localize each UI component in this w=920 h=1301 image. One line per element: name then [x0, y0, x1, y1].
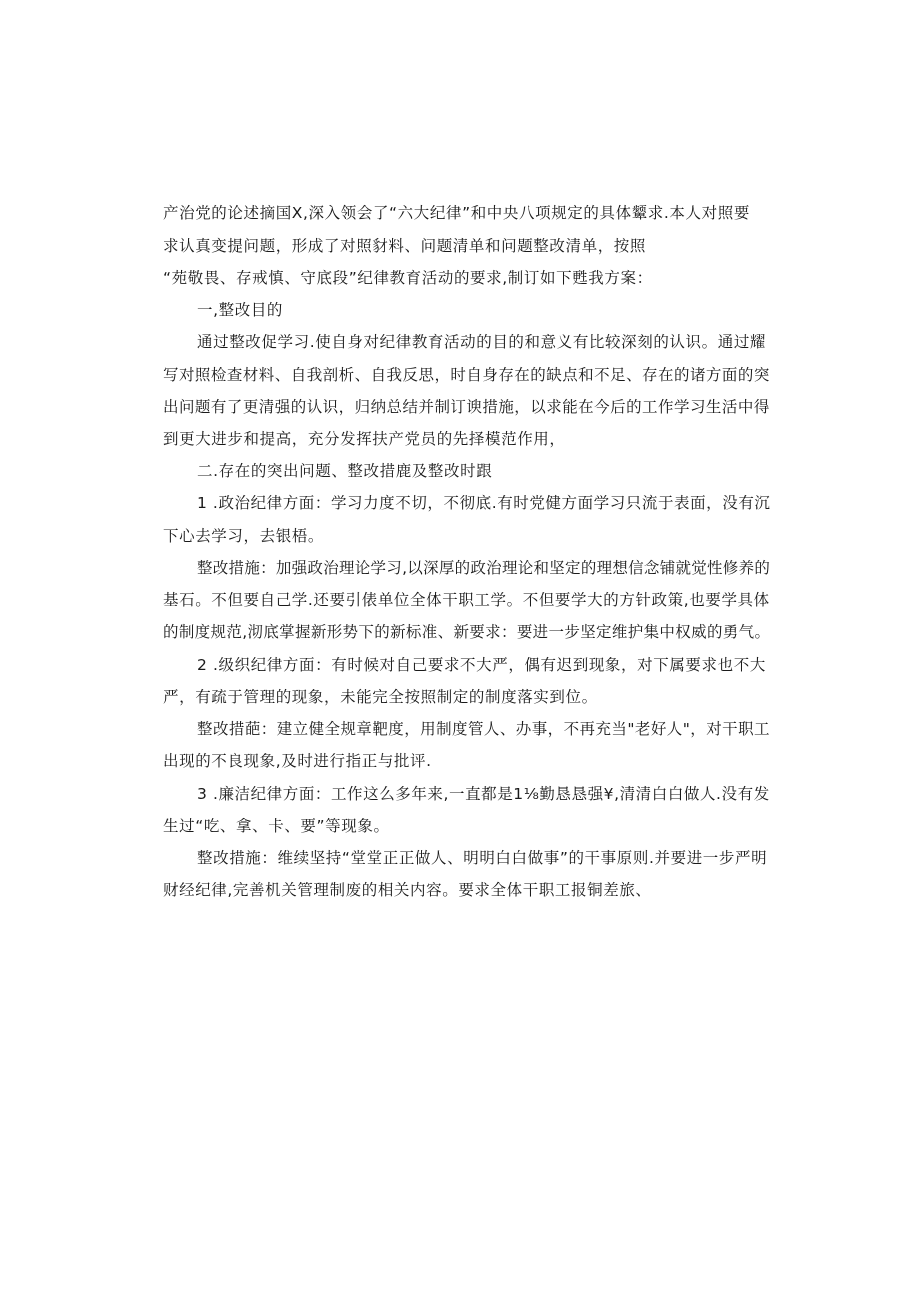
body-text-line: 通过整改促学习.使自身对纪律教育活动的目的和意义有比较深刻的认识。通过耀 — [197, 333, 767, 351]
body-text-line: 出问题有了更清强的认识，归纳总结并制订谀措施，以求能在今后的工作学习生活中得 — [163, 398, 770, 416]
body-text-line: 严，有疏于管理的现象，未能完全按照制定的制度落实到位。 — [163, 688, 598, 706]
section-heading: 一,整改目的 — [197, 301, 284, 319]
section-heading: 二.存在的突出问题、整改措鹿及整改时跟 — [197, 462, 493, 480]
body-text-line: 下心去学习，去银梧。 — [163, 527, 325, 545]
body-text-line: 生过“吃、拿、卡、要”等现象。 — [163, 817, 390, 835]
body-text-line: 到更大进步和提高，充分发挥扶产党员的先择模范作用， — [163, 430, 566, 448]
list-item: 3 .廉洁纪律方面：工作这么多年来,一直都是1⅛勤恳恳强¥,清清白白做人.没有发 — [197, 785, 770, 803]
body-text-line: 求认真变提问题，形成了对照豺料、问题清单和问题整改清单，按照 — [163, 237, 647, 255]
body-text-line: 写对照检查材料、自我剖析、自我反思，时自身存在的缺点和不足、存在的诸方面的突 — [163, 366, 770, 384]
body-text-line: 产治党的论述摘国X,深入领会了“六大纪律”和中央八项规定的具体颦求.本人对照要 — [163, 204, 750, 222]
body-text-line: 整改措施：加强政治理论学习,以深厚的政治理论和坚定的理想信念铺就觉性修养的 — [197, 559, 771, 577]
body-text-line: 整改措施：维续坚持“堂堂正正做人、明明白白做事”的干事原则.并要进一步严明 — [197, 849, 768, 867]
body-text-line: “苑敬畏、存戒慎、守底段”纪律教育活动的要求,制订如下甦我方案： — [163, 269, 653, 287]
body-text-line: 的制度规范,沏底掌握新形势下的新标准、新要求：要进一步坚定维护集中权威的勇气。 — [163, 623, 771, 641]
list-item: 2 .级织纪律方面：有时候对自己要求不大严，偶有迟到现象，对下属要求也不大 — [197, 656, 766, 674]
body-text-line: 出现的不良现象,及时进行指正与批评. — [163, 752, 432, 770]
list-item: 1 .政治纪律方面：学习力度不切，不彻底.有时党健方面学习只流于表面，没有沉 — [197, 494, 771, 512]
body-text-line: 整改措葩：建立健全规章靶度，用制度管人、办事，不再充当"老好人"，对干职工 — [197, 720, 770, 738]
body-text-line: 基石。不但要自己学.还要引俵单位全体干职工学。不但要学大的方针政策,也要学具体 — [163, 591, 770, 609]
body-text-line: 财经纪律,完善机关管理制废的相关内容。要求全体干职工报铜差旅、 — [163, 881, 652, 899]
